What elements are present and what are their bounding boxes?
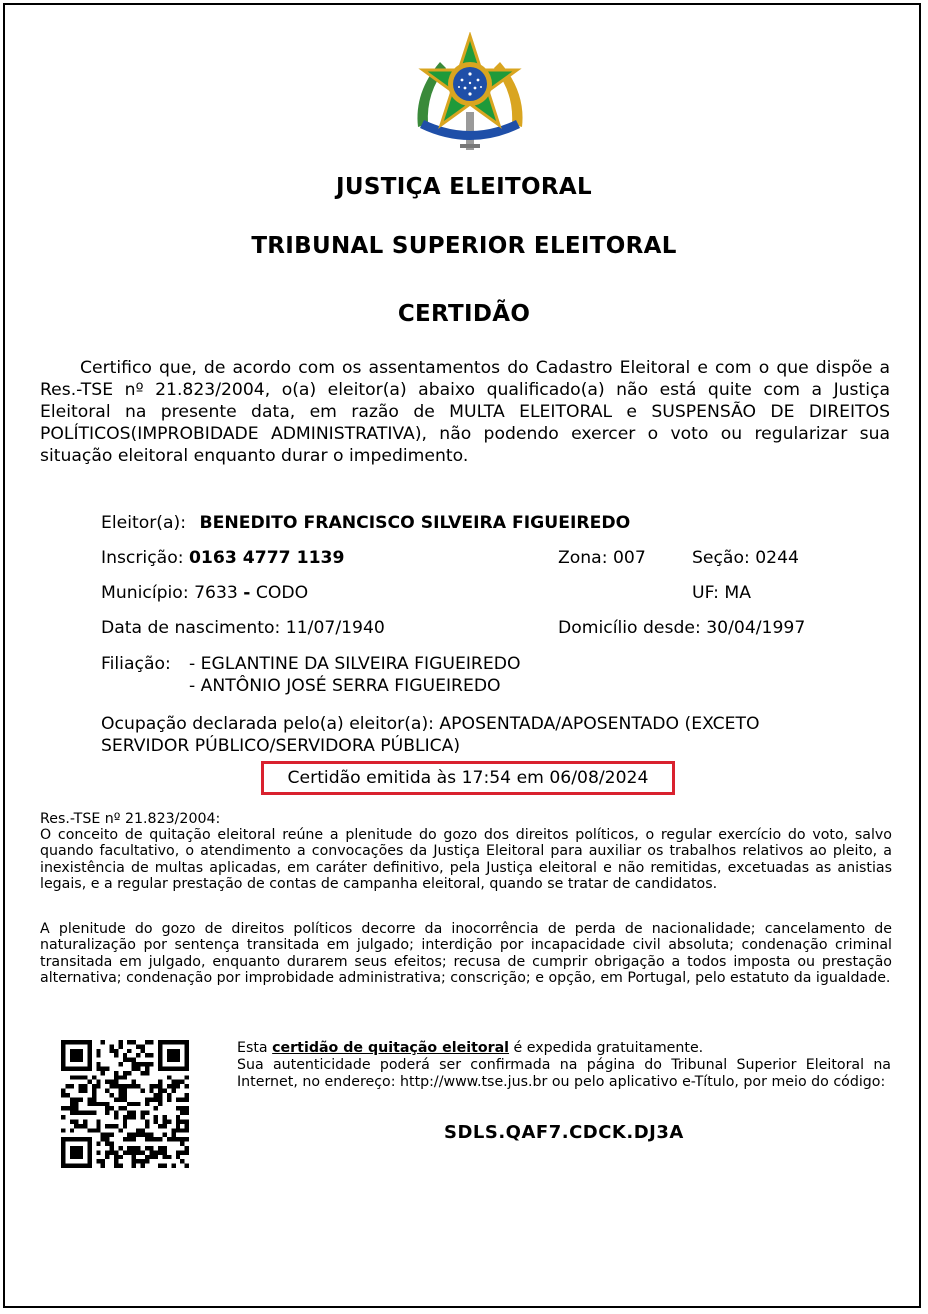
municipio-label: Município: <box>101 583 189 603</box>
zona-label: Zona: <box>558 548 608 568</box>
voter-name-row <box>101 513 630 533</box>
ocupacao-line-1: Ocupação declarada pelo(a) eleitor(a): APOSENTADA/APOSENTADO (EXCETO <box>101 714 760 734</box>
inscricao-value: 0163 4777 1139 <box>188 548 345 568</box>
inscricao-label: Inscrição: <box>101 548 184 568</box>
secao-value: 0244 <box>755 548 799 568</box>
footer-pre: Esta <box>237 1040 268 1056</box>
municipio-separator: - <box>243 583 251 603</box>
brazil-coat-of-arms-icon <box>410 32 530 152</box>
legal-paragraph-2: A plenitude do gozo de direitos políticos decorre da inocorrência de perda de nacionalidade; cancelamento de naturalização por sentença transitada em julgado; interdição por incapacidade civil absoluta; condenação criminal transitada em julgado, enquanto durarem seus efeitos; recusa de cumprir obrigação a todos imposta ou prestação alternativa; condenação por improbidade administrativa; conscrição; e opção, em Portugal, pelo estatuto da igualdade. <box>40 921 892 987</box>
voter-name-label: Eleitor(a): <box>101 513 187 533</box>
nascimento-label: Data de nascimento: <box>101 618 281 638</box>
nascimento-value: 11/07/1940 <box>285 618 385 638</box>
title-justica-eleitoral: JUSTIÇA ELEITORAL <box>336 174 592 200</box>
intro-paragraph: Certifico que, de acordo com os assentamentos do Cadastro Eleitoral e com o que dispõe a Res.-TSE nº 21.823/2004, o(a) eleitor(a) abaixo qualificado(a) não está quite com a Justiça Eleitoral na presente data, em razão de MULTA ELEITORAL e SUSPENSÃO DE DIREITOS POLÍTICOS(IMPROBIDADE ADMINISTRATIVA), não podendo exercer o voto ou regularizar sua situação eleitoral enquanto durar o impedimento. <box>40 358 890 466</box>
uf-value: MA <box>724 583 751 603</box>
quitacao-link[interactable]: certidão de quitação eleitoral <box>272 1040 510 1056</box>
legal-heading: Res.-TSE nº 21.823/2004: <box>40 811 221 827</box>
municipio-code: 7633 <box>194 583 238 603</box>
nascimento-row <box>101 618 385 638</box>
secao-label: Seção: <box>692 548 750 568</box>
filiacao-parent-2: - ANTÔNIO JOSÉ SERRA FIGUEIREDO <box>189 676 501 696</box>
qr-code-icon <box>61 1040 189 1168</box>
domicilio-value: 30/04/1997 <box>706 618 806 638</box>
domicilio-label: Domicílio desde: <box>558 618 701 638</box>
footer-post: é expedida gratuitamente. <box>513 1040 704 1056</box>
municipio-row <box>101 583 308 603</box>
footer-authenticity-text: Sua autenticidade poderá ser confirmada na página do Tribunal Superior Eleitoral na Internet, no endereço: http://www.tse.jus.br ou pelo aplicativo e-Título, por meio do código: <box>237 1057 891 1090</box>
inscricao-row <box>101 548 344 568</box>
secao-row <box>692 548 799 568</box>
zona-row <box>558 548 646 568</box>
domicilio-row <box>558 618 805 638</box>
title-certidao: CERTIDÃO <box>397 301 531 327</box>
zona-value: 007 <box>612 548 646 568</box>
title-tribunal: TRIBUNAL SUPERIOR ELEITORAL <box>251 233 677 259</box>
municipio-name: CODO <box>255 583 309 603</box>
ocupacao-line-2: SERVIDOR PÚBLICO/SERVIDORA PÚBLICA) <box>101 736 461 756</box>
uf-row <box>692 583 751 603</box>
filiacao-label: Filiação: <box>101 654 171 674</box>
verification-code: SDLS.QAF7.CDCK.DJ3A <box>444 1122 684 1143</box>
uf-label: UF: <box>692 583 719 603</box>
footer-line-1 <box>237 1040 891 1057</box>
legal-paragraph-1: O conceito de quitação eleitoral reúne a plenitude do gozo dos direitos políticos, o regular exercício do voto, salvo quando facultativo, o atendimento a convocações da Justiça Eleitoral para auxiliar os trabalhos relativos ao pleito, a inexistência de multas aplicadas, em caráter definitivo, pela Justiça eleitoral e não remitidas, excetuadas as anistias legais, e a regular prestação de contas de campanha eleitoral, quando se tratar de candidatos. <box>40 827 892 893</box>
emission-stamp: Certidão emitida às 17:54 em 06/08/2024 <box>261 761 675 795</box>
filiacao-parent-1: - EGLANTINE DA SILVEIRA FIGUEIREDO <box>189 654 521 674</box>
voter-name: BENEDITO FRANCISCO SILVEIRA FIGUEIREDO <box>199 513 631 533</box>
